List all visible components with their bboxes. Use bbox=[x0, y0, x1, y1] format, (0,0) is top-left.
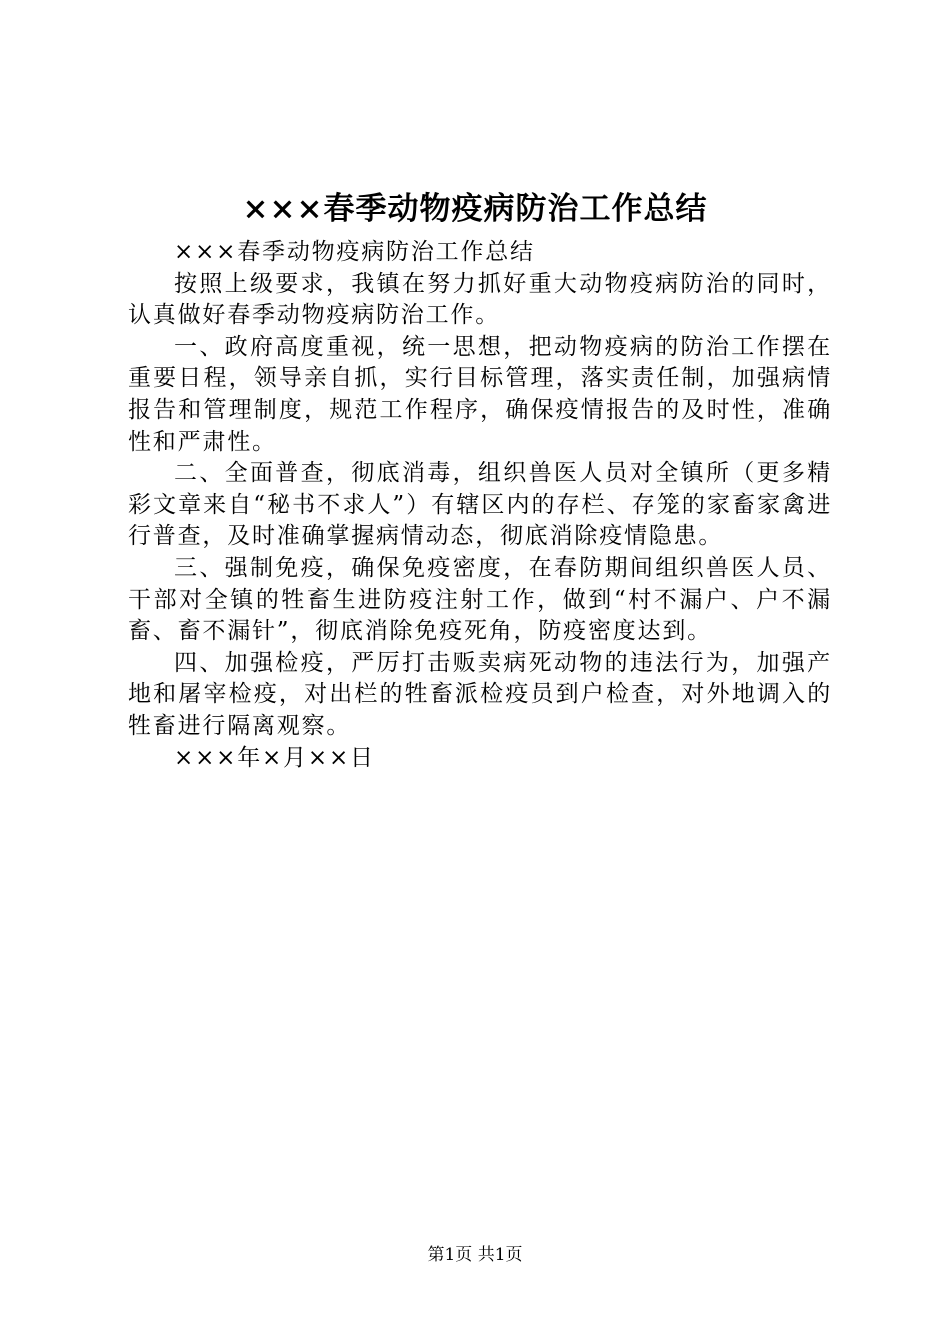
paragraph-intro: 按照上级要求，我镇在努力抓好重大动物疫病防治的同时，认真做好春季动物疫病防治工作。 bbox=[128, 270, 832, 329]
paragraph-subtitle: ×××春季动物疫病防治工作总结 bbox=[174, 239, 535, 265]
paragraph-date: ×××年×月××日 bbox=[174, 744, 375, 771]
document-title: ×××春季动物疫病防治工作总结 bbox=[242, 191, 708, 227]
document-body bbox=[128, 237, 832, 774]
paragraph-section-3: 三、强制免疫，确保免疫密度，在春防期间组织兽医人员、干部对全镇的牲畜生进防疫注射工作，做到“村不漏户、户不漏畜、畜不漏针”，彻底消除免疫死角，防疫密度达到。 bbox=[128, 554, 832, 645]
paragraph-section-2: 二、全面普查，彻底消毒，组织兽医人员对全镇所（更多精彩文章来自“秘书不求人”）有辖区内的存栏、存笼的家畜家禽进行普查，及时准确掌握病情动态，彻底消除疫情隐患。 bbox=[128, 460, 832, 550]
paragraph-section-1: 一、政府高度重视，统一思想，把动物疫病的防治工作摆在重要日程，领导亲自抓，实行目标管理，落实责任制，加强病情报告和管理制度，规范工作程序，确保疫情报告的及时性，准确性和严肃性。 bbox=[128, 333, 832, 455]
page-footer: 第1页 共1页 bbox=[427, 1245, 523, 1265]
paragraph-section-4: 四、加强检疫，严厉打击贩卖病死动物的违法行为，加强产地和屠宰检疫，对出栏的牲畜派检疫员到户检查，对外地调入的牲畜进行隔离观察。 bbox=[128, 649, 832, 739]
